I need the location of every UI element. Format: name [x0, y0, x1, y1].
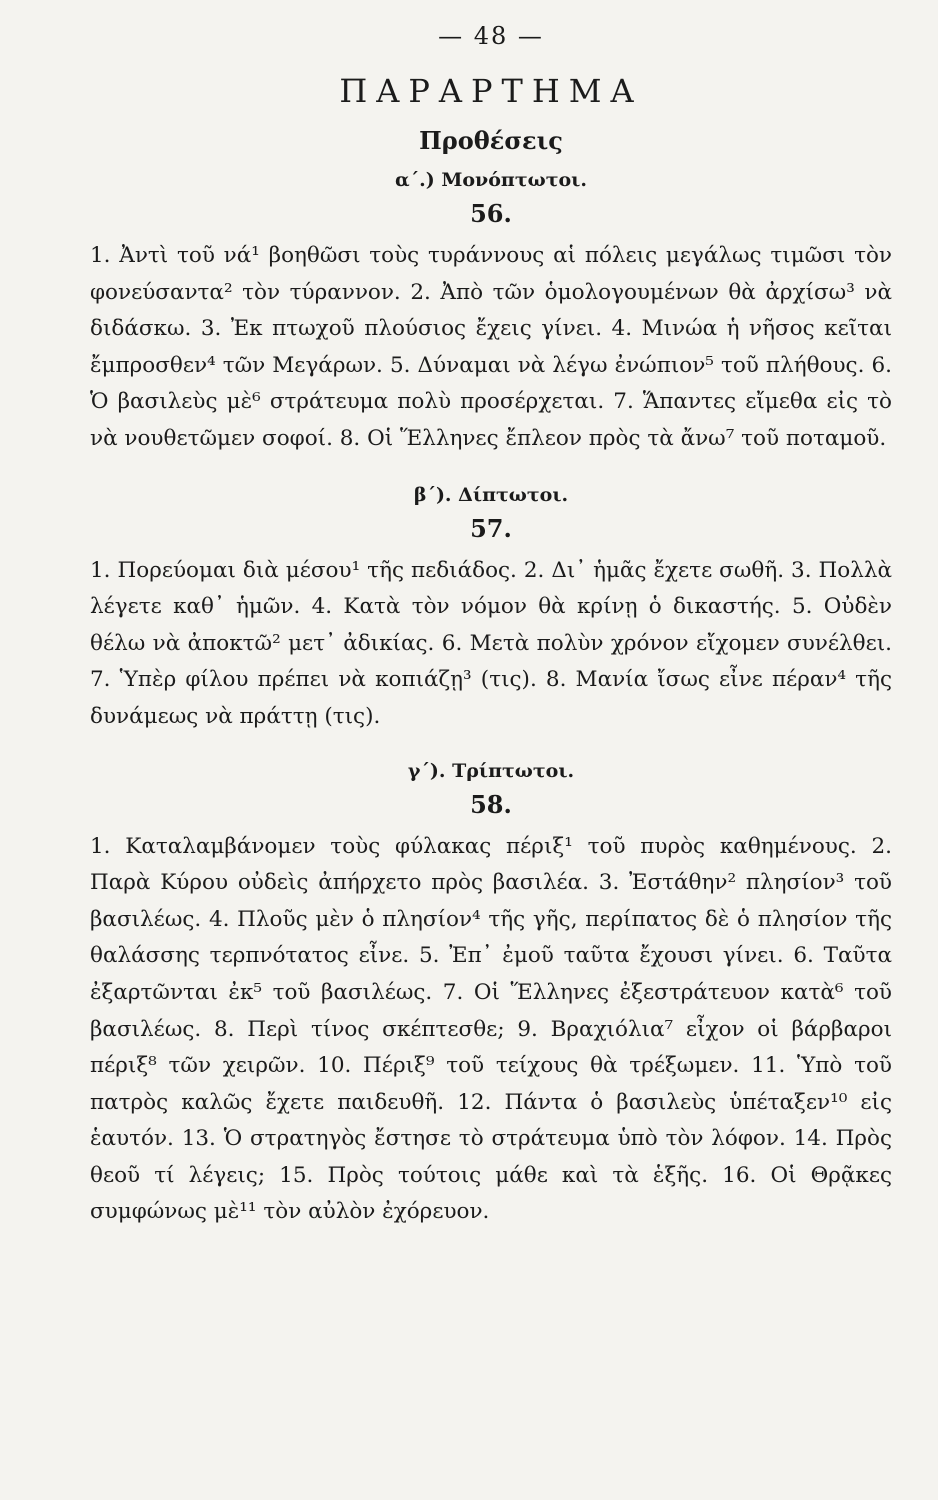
exercise-text: 1. Πορεύομαι διὰ μέσου¹ τῆς πεδιάδος. 2. Δι᾽ ἡμᾶς ἔχετε σωθῆ. 3. Πολλὰ λέγετε καθ᾽ ἡμῶν. 4. Κατὰ τὸν νόμον θὰ κρίνῃ ὁ δικαστής. 5. Οὐδὲν θέλω νὰ ἀποκτῶ² μετ᾽ ἀδικίας. 6. Μετὰ πολὺν χρόνον εἴχομεν συνέλθει. 7. Ὑπὲρ φίλου πρέπει νὰ κοπιάζῃ³ (τις). 8. Μανία ἴσως εἶνε πέραν⁴ τῆς δυνάμεως νὰ πράττῃ (τις).	[90, 557, 892, 729]
section-heading: γ΄). Τρίπτωτοι.	[407, 759, 575, 782]
section-heading: β΄). Δίπτωτοι.	[413, 483, 569, 506]
exercise-number: 57.	[470, 513, 512, 543]
section-monoptotoi	[90, 169, 892, 458]
page-title: ΠΑΡΑΡΤΗΜΑ	[339, 72, 643, 110]
page-number: — 48 —	[438, 22, 544, 50]
section-triptotoi	[90, 760, 892, 1232]
page-subtitle: Προθέσεις	[419, 126, 563, 155]
exercise-number: 58.	[470, 789, 512, 819]
section-heading: α΄.) Μονόπτωτοι.	[395, 169, 587, 191]
exercise-text: 1. Ἀντὶ τοῦ νά¹ βοηθῶσι τοὺς τυράννους αἱ πόλεις μεγάλως τιμῶσι τὸν φονεύσαντα² τὸν τύραννον. 2. Ἀπὸ τῶν ὁμολογουμένων θὰ ἀρχίσω³ νὰ διδάσκω. 3. Ἐκ πτωχοῦ πλούσιος ἔχεις γίνει. 4. Μινώα ἡ νῆσος κεῖται ἔμπροσθεν⁴ τῶν Μεγάρων. 5. Δύναμαι νὰ λέγω ἐνώπιον⁵ τοῦ πλήθους. 6. Ὁ βασιλεὺς μὲ⁶ στράτευμα πολὺ προσέρχεται. 7. Ἅπαντες εἴμεθα εἰς τὸ νὰ νουθετῶμεν σοφοί. 8. Οἱ Ἕλληνες ἔπλεον πρὸς τὰ ἄνω⁷ τοῦ ποταμοῦ.	[90, 243, 892, 451]
exercise-number: 56.	[470, 199, 512, 228]
section-diptotoi	[90, 484, 892, 736]
exercise-text: 1. Καταλαμβάνομεν τοὺς φύλακας πέριξ¹ τοῦ πυρὸς καθημένους. 2. Παρὰ Κύρου οὐδεὶς ἀπήρχετο πρὸς βασιλέα. 3. Ἐστάθην² πλησίον³ τοῦ βασιλέως. 4. Πλοῦς μὲν ὁ πλησίον⁴ τῆς γῆς, περίπατος δὲ ὁ πλησίον τῆς θαλάσσης τερπνότατος εἶνε. 5. Ἐπ᾽ ἐμοῦ ταῦτα ἔχουσι γίνει. 6. Ταῦτα ἐξαρτῶνται ἐκ⁵ τοῦ βασιλέως. 7. Οἱ Ἕλληνες ἐξεστράτευον κατὰ⁶ τοῦ βασιλέως. 8. Περὶ τίνος σκέπτεσθε; 9. Βραχιόλια⁷ εἶχον οἱ βάρβαροι πέριξ⁸ τῶν χειρῶν. 10. Πέριξ⁹ τοῦ τείχους θὰ τρέξωμεν. 11. Ὑπὸ τοῦ πατρὸς καλῶς ἔχετε παιδευθῆ. 12. Πάντα ὁ βασιλεὺς ὑπέταξεν¹⁰ εἰς ἑαυτόν. 13. Ὁ στρατηγὸς ἔστησε τὸ στράτευμα ὑπὸ τὸν λόφον. 14. Πρὸς θεοῦ τί λέγεις; 15. Πρὸς τούτοις μάθε καὶ τὰ ἑξῆς. 16. Οἱ Θρᾷκες συμφώνως μὲ¹¹ τὸν αὐλὸν ἐχόρευον.	[90, 833, 892, 1225]
